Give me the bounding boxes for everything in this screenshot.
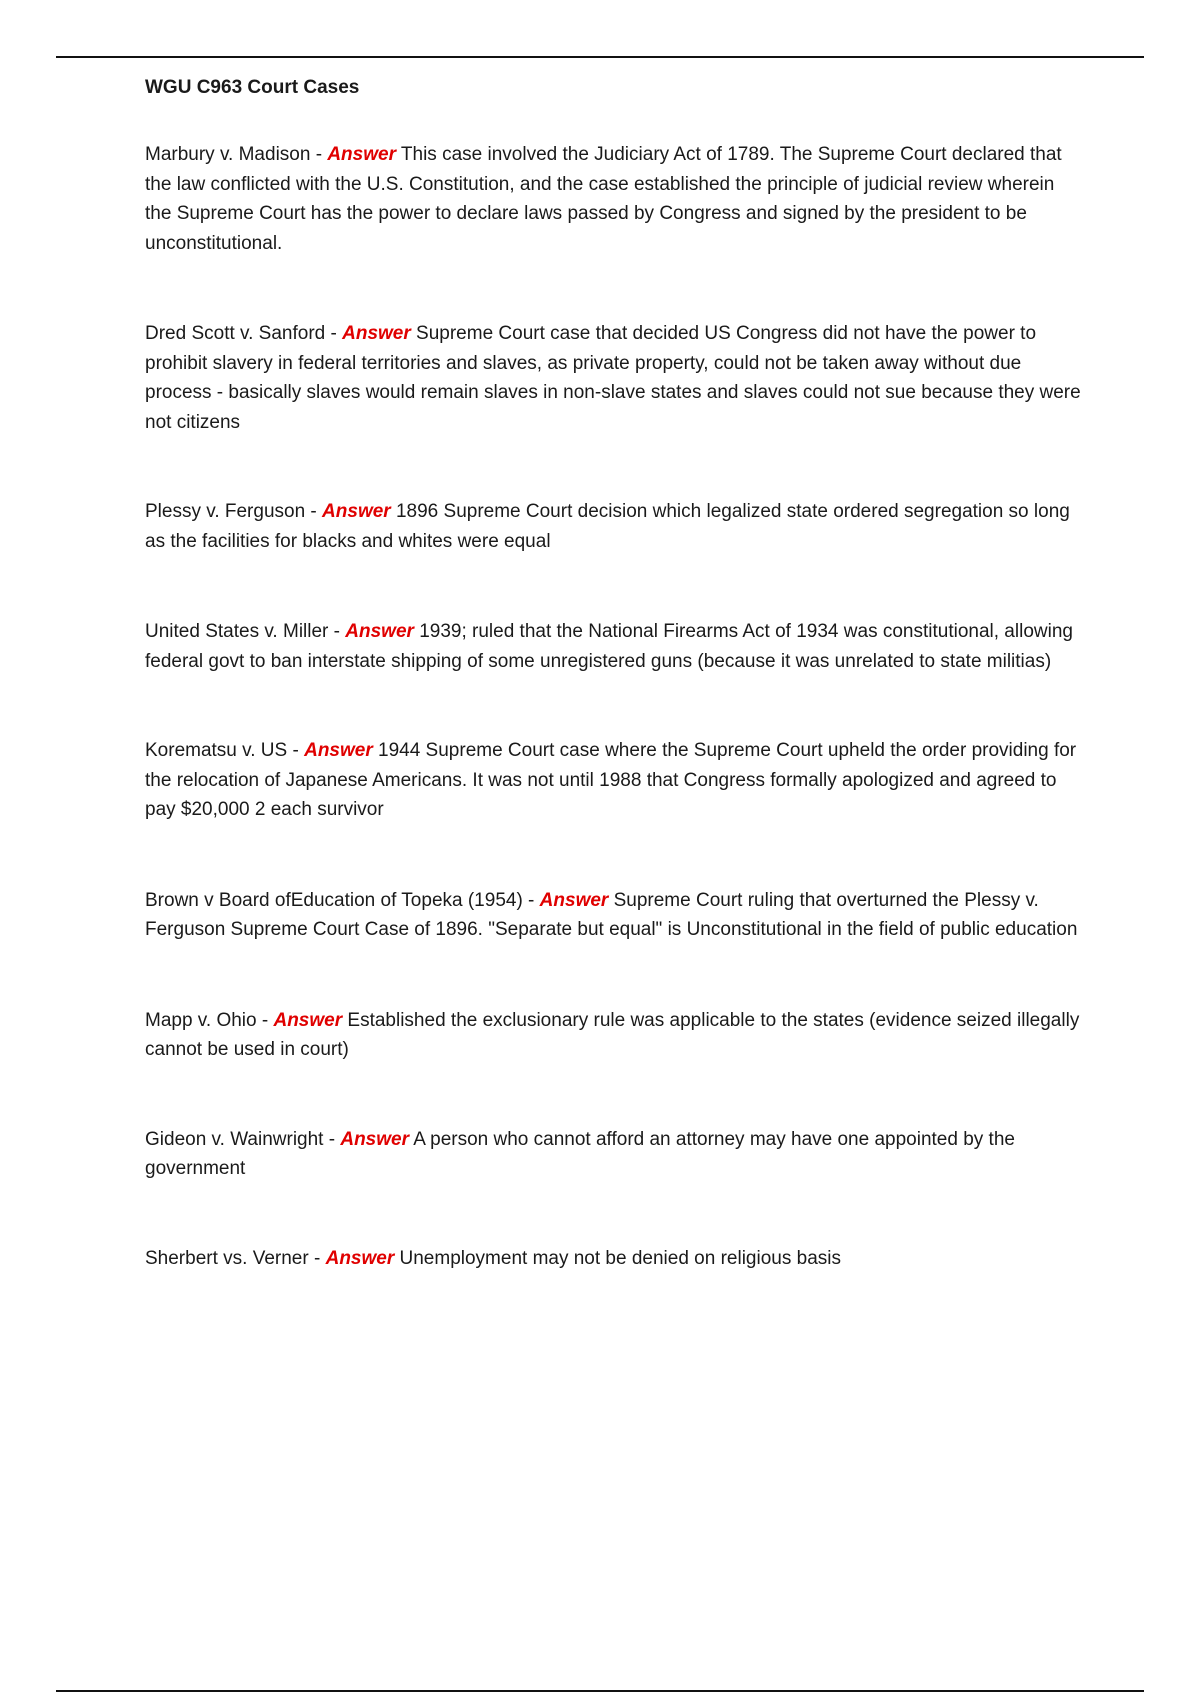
case-description: A person who cannot afford an attorney may have one appointed by the government (145, 1128, 1015, 1179)
case-name: Marbury v. Madison (145, 144, 311, 165)
case-description: 1939; ruled that the National Firearms Act of 1934 was constitutional, allowing federal govt to ban interstate shipping of some unregistered guns (because it was unrelated to state militias) (145, 621, 1073, 672)
case-description: Supreme Court case that decided US Congress did not have the power to prohibit slavery in federal territories and slaves, as private property, could not be taken away without due process - basically slaves would remain slaves in non-slave states and slaves could not sue because they were not citizens (145, 323, 1081, 433)
case-description: Unemployment may not be denied on religious basis (399, 1247, 841, 1269)
case-name: Gideon v. Wainwright (145, 1128, 324, 1150)
case-entry: United States v. Miller - Answer 1939; ruled that the National Firearms Act of 1934 was constitutional, allowing federal govt to ban interstate shipping of some unregistered guns (because it was unrelated to state militias) (145, 621, 1073, 672)
answer-label: Answer (325, 1247, 395, 1269)
case-description: 1944 Supreme Court case where the Supreme Court upheld the order providing for the relocation of Japanese Americans. It was not until 1988 that Congress formally apologized and agreed to pay $20,000 2 each survivor (145, 740, 1077, 820)
answer-label: Answer (322, 501, 391, 522)
case-description: This case involved the Judiciary Act of 1789. The Supreme Court declared that the law conflicted with the U.S. Constitution, and the case established the principle of judicial review wherein the Supreme Court has the power to declare laws passed by Congress and signed by the president to be unconstitutional. (145, 144, 1062, 254)
document-page (145, 70, 1085, 1273)
answer-label: Answer (304, 740, 373, 761)
case-name: Korematsu v. US (145, 740, 288, 761)
case-entry: Marbury v. Madison - Answer This case involved the Judiciary Act of 1789. The Supreme Court declared that the law conflicted with the U.S. Constitution, and the case established the principle of judicial review wherein the Supreme Court has the power to declare laws passed by Congress and signed by the president to be unconstitutional. (145, 144, 1062, 254)
case-entry: Mapp v. Ohio - Answer Established the exclusionary rule was applicable to the states (evidence seized illegally cannot be used in court) (145, 1009, 1080, 1060)
answer-label: Answer (327, 144, 396, 165)
case-description: Supreme Court ruling that overturned the Plessy v. Ferguson Supreme Court Case of 1896. "Separate but equal" is Unconstitutional in the field of public education (145, 889, 1078, 940)
document-title: WGU C963 Court Cases (145, 77, 360, 98)
case-description: 1896 Supreme Court decision which legalized state ordered segregation so long as the facilities for blacks and whites were equal (145, 501, 1070, 552)
top-rule (56, 56, 1144, 58)
case-entry: Plessy v. Ferguson - Answer 1896 Supreme Court decision which legalized state ordered segregation so long as the facilities for blacks and whites were equal (145, 501, 1070, 552)
answer-label: Answer (340, 1128, 409, 1150)
answer-label: Answer (273, 1009, 343, 1031)
answer-label: Answer (342, 323, 411, 344)
case-entry: Korematsu v. US - Answer 1944 Supreme Court case where the Supreme Court upheld the order providing for the relocation of Japanese Americans. It was not until 1988 that Congress formally apologized and agreed to pay $20,000 2 each survivor (145, 740, 1077, 820)
case-name: Mapp v. Ohio (145, 1009, 257, 1031)
answer-label: Answer (345, 621, 414, 642)
case-name: Plessy v. Ferguson (145, 501, 306, 522)
case-entry: Sherbert vs. Verner - Answer Unemployment may not be denied on religious basis (145, 1247, 841, 1269)
case-entry: Gideon v. Wainwright - Answer A person who cannot afford an attorney may have one appointed by the government (145, 1128, 1015, 1179)
case-entry: Brown v Board ofEducation of Topeka (1954) - Answer Supreme Court ruling that overturned the Plessy v. Ferguson Supreme Court Case of 1896. "Separate but equal" is Unconstitutional in the field of public education (145, 889, 1078, 940)
case-description: Established the exclusionary rule was applicable to the states (evidence seized illegally cannot be used in court) (145, 1009, 1080, 1060)
answer-label: Answer (539, 889, 609, 911)
case-entry: Dred Scott v. Sanford - Answer Supreme Court case that decided US Congress did not have the power to prohibit slavery in federal territories and slaves, as private property, could not be taken away without due process - basically slaves would remain slaves in non-slave states and slaves could not sue because they were not citizens (145, 323, 1081, 433)
case-name: Dred Scott v. Sanford (145, 323, 326, 344)
case-name: Brown v Board ofEducation of Topeka (1954) (145, 889, 523, 911)
bottom-rule (56, 1690, 1144, 1692)
case-name: Sherbert vs. Verner (145, 1247, 309, 1269)
case-name: United States v. Miller (145, 621, 329, 642)
